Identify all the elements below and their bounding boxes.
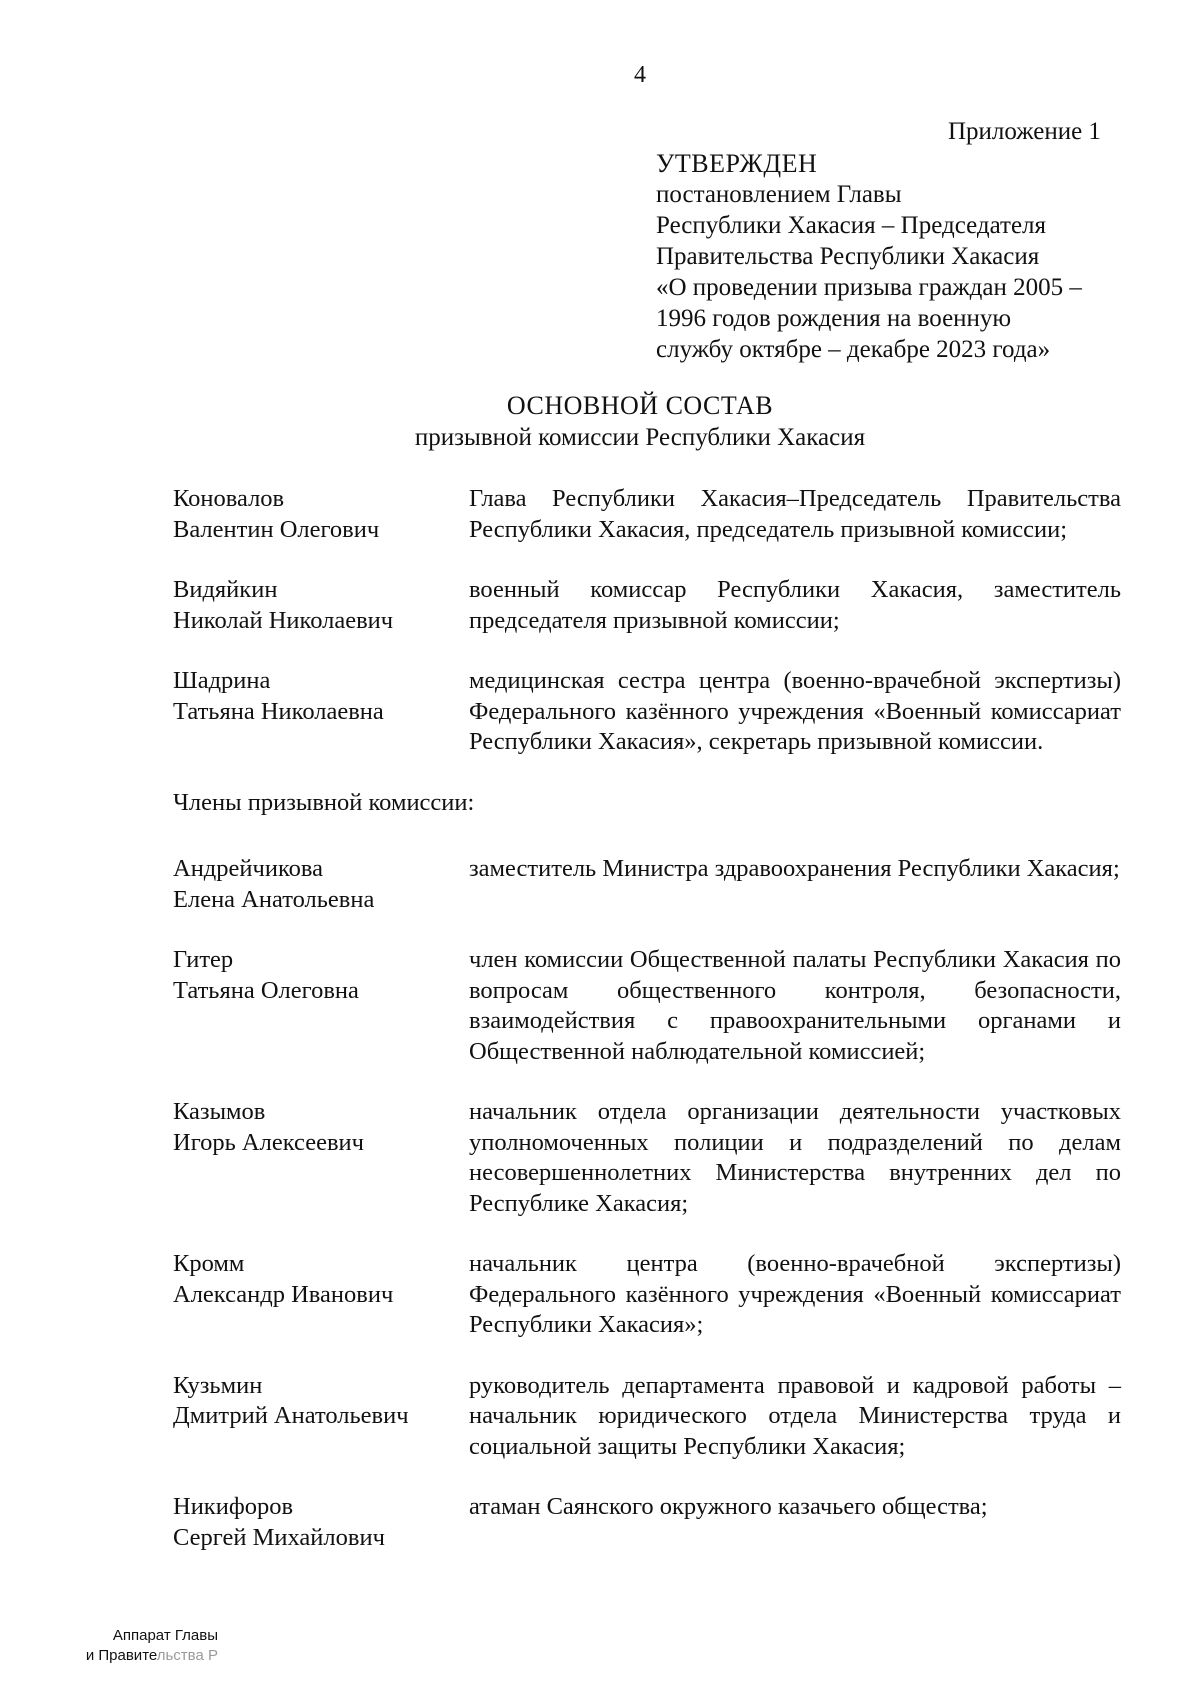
footer-stamp [58,1626,218,1666]
title-sub: призывной комиссии Республики Хакасия [414,424,866,451]
list-item [173,666,1121,758]
list-item [173,1097,1121,1219]
member-surname: Шадрина [173,667,271,694]
member-name [173,1492,469,1553]
member-name [173,1371,469,1463]
approval-line: постановлением Главы [656,181,902,208]
member-position: медицинская сестра центра (военно-врачебной экспертизы) Федерального казённого учреждения «Военный комиссариат Республики Хакасия», секретарь призывной комиссии. [469,667,1121,755]
title-main: ОСНОВНОЙ СОСТАВ [506,391,774,420]
member-given-name: Александр Иванович [173,1280,394,1308]
approval-line: службу октябре – декабре 2023 года» [656,336,1051,363]
list-item [173,575,1121,636]
member-name [173,575,469,636]
member-position: руководитель департамента правовой и кадровой работы – начальник юридического отдела Министерства труда и социальной защиты Республики Хакасия; [469,1371,1121,1460]
member-name [173,854,469,915]
footer-text: и Правите [85,1647,157,1664]
member-given-name: Николай Николаевич [173,606,394,634]
page-number: 4 [634,62,646,88]
approval-line: Правительства Республики Хакасия [656,243,1040,270]
commission-list [173,484,1121,1583]
member-given-name: Дмитрий Анатольевич [173,1402,409,1429]
document-title [0,390,1200,454]
member-given-name: Сергей Михайлович [173,1523,385,1551]
footer-line: Аппарат Главы [112,1627,218,1644]
list-item [173,945,1121,1067]
member-surname: Казымов [173,1098,266,1125]
member-name [173,1097,469,1219]
member-position: атаман Саянского окружного казачьего общества; [469,1493,988,1520]
member-name [173,945,469,1067]
member-surname: Кромм [173,1250,245,1277]
member-given-name: Татьяна Николаевна [173,697,384,725]
member-surname: Коновалов [173,485,285,512]
list-item [173,854,1121,915]
member-position: начальник отдела организации деятельности участковых уполномоченных полиции и подразделений по делам несовершеннолетних Министерства внутренних дел по Республике Хакасия; [469,1098,1121,1217]
member-name [173,1249,469,1341]
approval-block [656,148,1126,365]
member-position: Глава Республики Хакасия–Председатель Правительства Республики Хакасия, председатель призывной комиссии; [469,485,1121,543]
member-position: начальник центра (военно-врачебной экспертизы) Федерального казённого учреждения «Военный комиссариат Республики Хакасия»; [469,1250,1121,1338]
list-item [173,1492,1121,1553]
list-item [173,1249,1121,1341]
list-item [173,484,1121,545]
footer-line [58,1646,218,1666]
member-name [173,666,469,758]
member-given-name: Татьяна Олеговна [173,976,359,1004]
member-surname: Кузьмин [173,1371,263,1399]
approval-line: «О проведении призыва граждан 2005 – [656,274,1082,301]
member-position: заместитель Министра здравоохранения Республики Хакасия; [469,855,1120,882]
footer-text-faded: льства Р [156,1647,218,1664]
approval-heading: УТВЕРЖДЕН [656,149,818,178]
members-section-label: Члены призывной комиссии: [173,788,475,816]
member-position: военный комиссар Республики Хакасия, заместитель председателя призывной комиссии; [469,576,1121,634]
list-item [173,1371,1121,1463]
approval-line: Республики Хакасия – Председателя [656,212,1047,239]
member-given-name: Елена Анатольевна [173,885,375,913]
member-surname: Никифоров [173,1493,294,1520]
member-given-name: Валентин Олегович [173,515,380,543]
appendix-label: Приложение 1 [948,118,1101,145]
member-name [173,484,469,545]
member-surname: Гитер [173,946,234,973]
member-surname: Андрейчикова [173,855,323,882]
member-surname: Видяйкин [173,576,278,603]
member-position: член комиссии Общественной палаты Республики Хакасия по вопросам общественного контроля, безопасности, взаимодействия с правоохранительными органами и Общественной наблюдательной комиссией; [469,946,1121,1065]
member-given-name: Игорь Алексеевич [173,1128,364,1156]
approval-line: 1996 годов рождения на военную [656,305,1012,332]
